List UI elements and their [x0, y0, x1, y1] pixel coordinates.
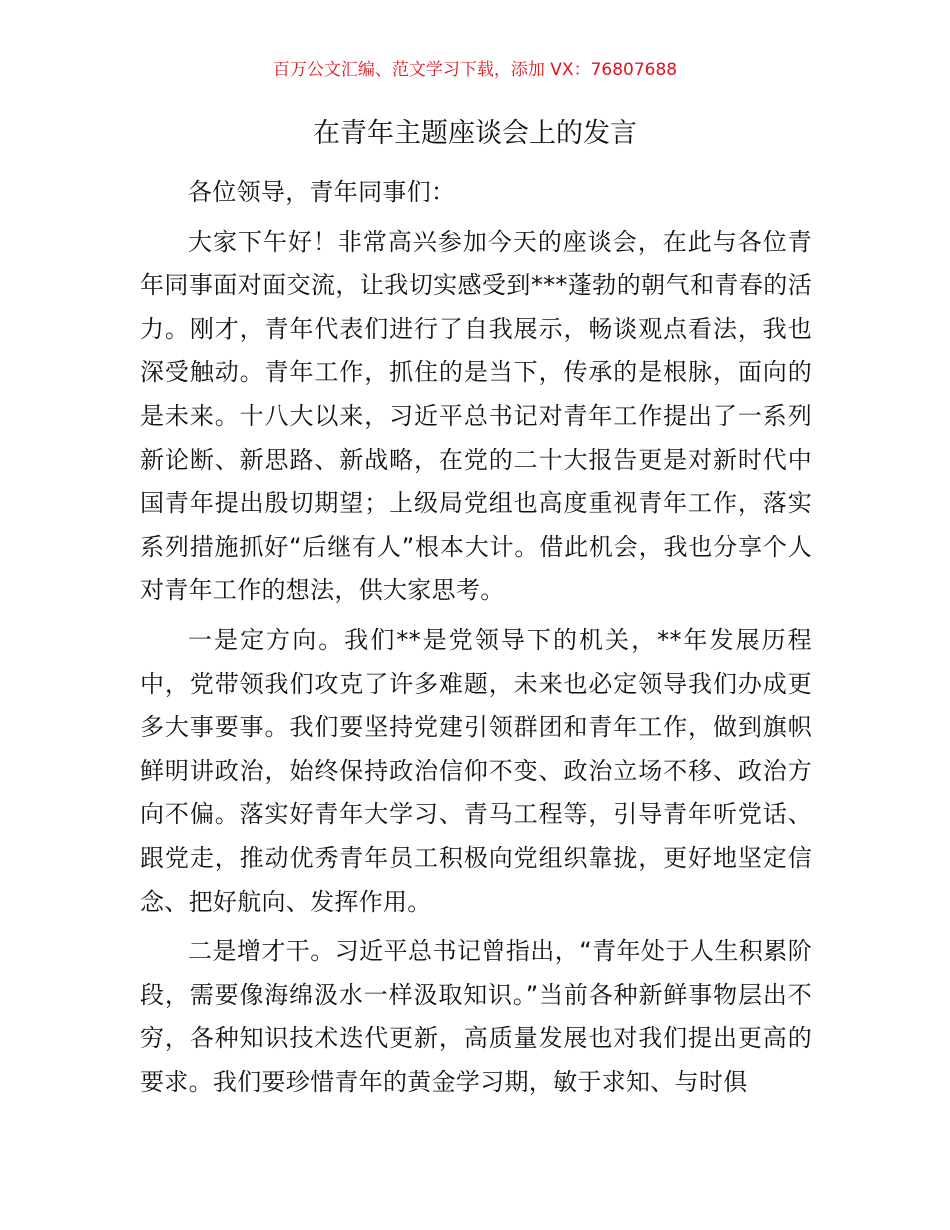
document-body [140, 171, 812, 1104]
salutation: 各位领导，青年同事们： [188, 178, 456, 206]
paragraph-talent: 二是增才干。习近平总书记曾指出，“青年处于人生积累阶段，需要像海绵汲水一样汲取知识。”当前各种新鲜事物层出不穷，各种知识技术迭代更新，高质量发展也对我们提出更高的要求。我们要珍惜青年的黄金学习期，敏于求知、与时俱 [140, 937, 812, 1096]
paragraph-intro: 大家下午好！非常高兴参加今天的座谈会，在此与各位青年同事面对面交流，让我切实感受到***蓬勃的朝气和青春的活力。刚才，青年代表们进行了自我展示，畅谈观点看法，我也深受触动。青年工作，抓住的是当下，传承的是根脉，面向的是未来。十八大以来，习近平总书记对青年工作提出了一系列新论断、新思路、新战略，在党的二十大报告更是对新时代中国青年提出殷切期望；上级局党组也高度重视青年工作，落实系列措施抓好“后继有人”根本大计。借此机会，我也分享个人对青年工作的想法，供大家思考。 [140, 227, 812, 605]
paragraph-direction: 一是定方向。我们**是党领导下的机关，**年发展历程中，党带领我们攻克了许多难题，未来也必定领导我们办成更多大事要事。我们要坚持党建引领群团和青年工作，做到旗帜鲜明讲政治，始终保持政治信仰不变、政治立场不移、政治方向不偏。落实好青年大学习、青马工程等，引导青年听党话、跟党走，推动优秀青年员工积极向党组织靠拢，更好地坚定信念、把好航向、发挥作用。 [140, 625, 812, 916]
watermark-header: 百万公文汇编、范文学习下载，添加 VX：76807688 [272, 60, 678, 80]
document-title: 在青年主题座谈会上的发言 [313, 118, 637, 149]
